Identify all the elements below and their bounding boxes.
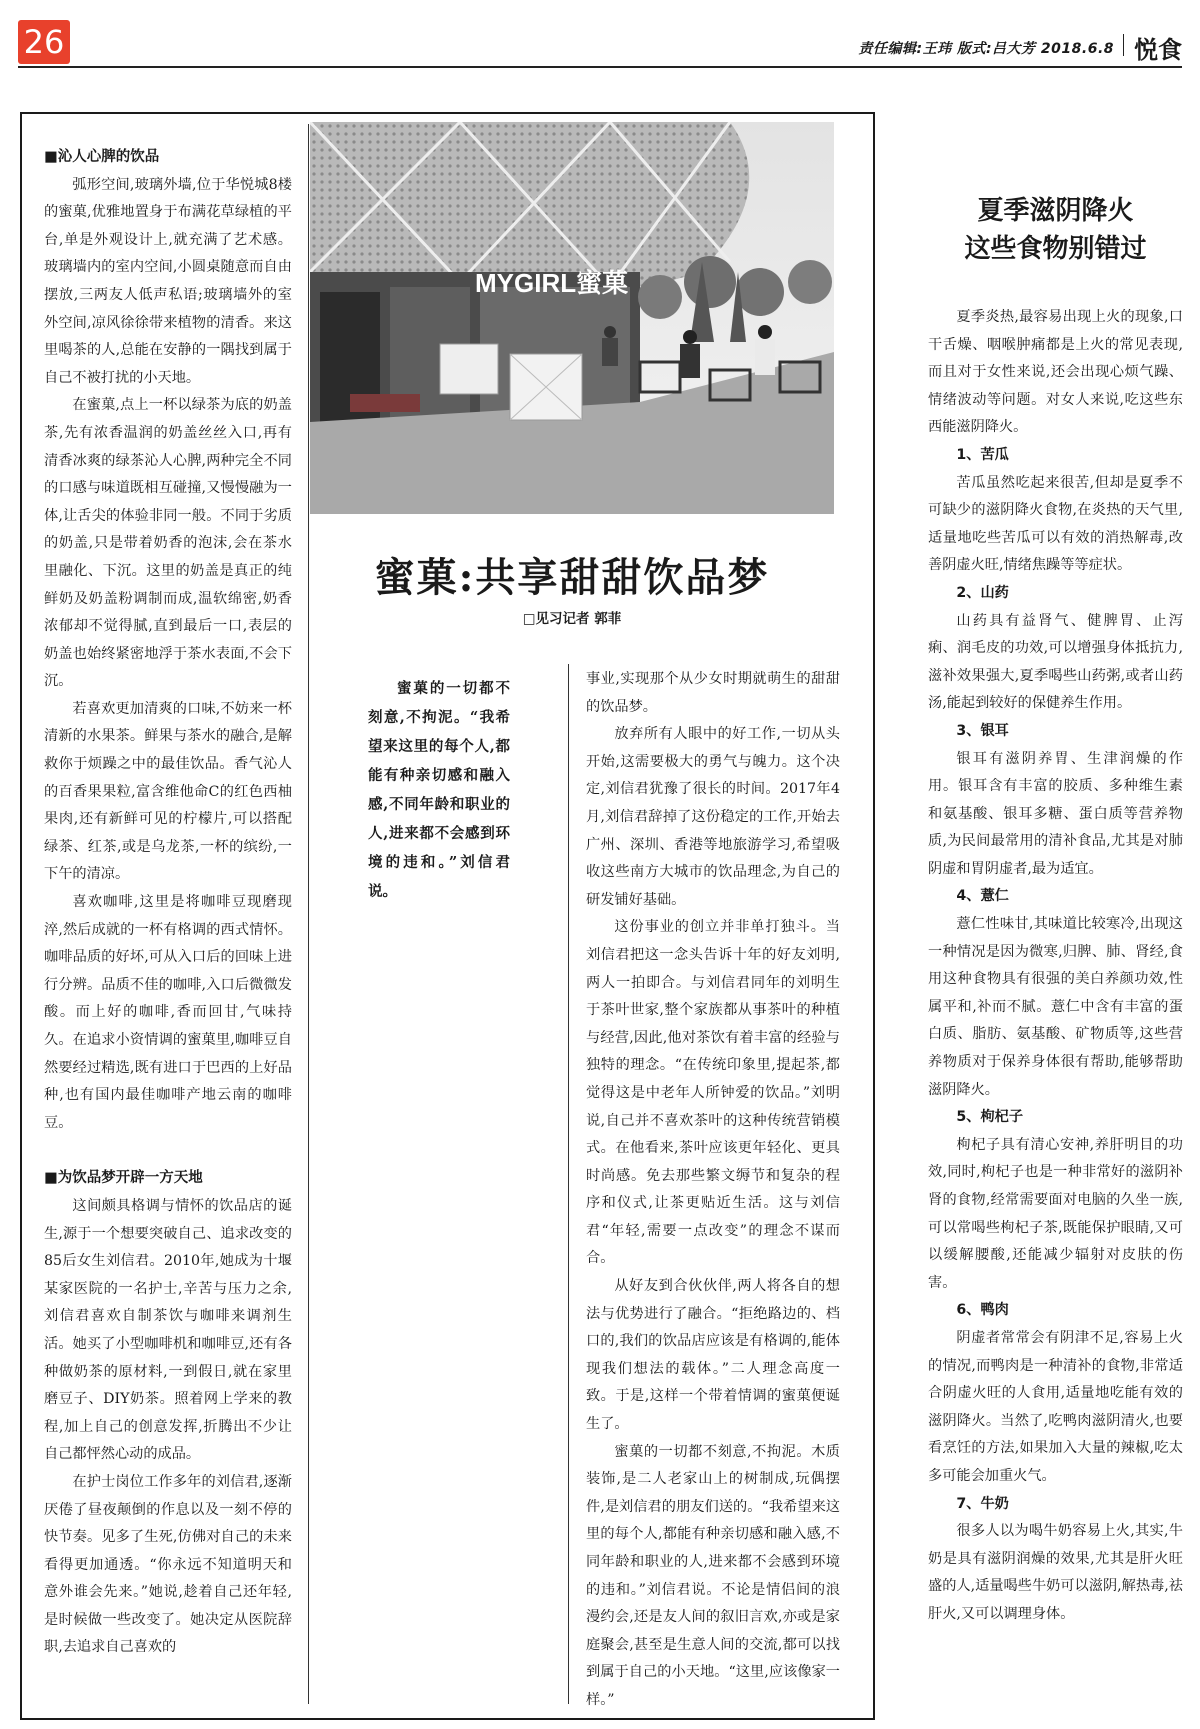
- food-text: 山药具有益肾气、健脾胃、止泻痢、润毛皮的功效,可以增强身体抵抗力,滋补效果强大,夏季喝些山药粥,或者山药汤,能起到较好的保健养生作用。: [928, 612, 1183, 712]
- pull-quote: [368, 674, 510, 906]
- paragraph: 在护士岗位工作多年的刘信君,逐渐厌倦了昼夜颠倒的作息以及一刻不停的快节奏。见多了生死,仿佛对自己的未来看得更加通透。“你永远不知道明天和意外谁会先来。”她说,趁着自己还年轻,是时候做一些改变了。她决定从医院辞职,去追求自己喜欢的: [44, 1473, 292, 1656]
- paragraph: 若喜欢更加清爽的口味,不妨来一杯清新的水果茶。鲜果与茶水的融合,是解救你于烦躁之中的最佳饮品。香气沁人的百香果果粒,富含维他命C的红色西柚果肉,还有新鲜可见的柠檬片,可以搭配绿茶、红茶,或是乌龙茶,一杯的缤纷,一下午的清凉。: [44, 700, 292, 883]
- sidebar-column: [928, 304, 1183, 1629]
- paragraph: 这间颇具格调与情怀的饮品店的诞生,源于一个想要突破自己、追求改变的85后女生刘信君。2010年,她成为十堰某家医院的一名护士,辛苦与压力之余,刘信君喜欢自制茶饮与咖啡来调剂生活。她买了小型咖啡机和咖啡豆,还有各种做奶茶的原材料,一到假日,就在家里磨豆子、DIY奶茶。照着网上学来的教程,加上自己的创意发挥,折腾出不少让自己都怦然心动的成品。: [44, 1197, 292, 1463]
- article-column-1: [44, 144, 292, 1662]
- section-heading-dream: ■为饮品梦开辟一方天地: [44, 1170, 203, 1187]
- headline-block: [310, 546, 834, 627]
- food-text: 枸杞子具有清心安神,养肝明目的功效,同时,枸杞子也是一种非常好的滋阴补肾的食物,经常需要面对电脑的久坐一族,可以常喝些枸杞子茶,既能保护眼睛,又可以缓解腰酸,还能减少辐射对皮肤的伤害。: [928, 1136, 1183, 1291]
- shop-exterior-image: [310, 122, 834, 514]
- page-number: 26: [18, 20, 70, 64]
- header-rule: [18, 66, 1182, 68]
- food-heading: 2、山药: [956, 584, 1009, 601]
- section-name: 悦食: [1134, 36, 1182, 64]
- sidebar-intro: 夏季炎热,最容易出现上火的现象,口干舌燥、咽喉肿痛都是上火的常见表现,而且对于女性来说,还会出现心烦气躁、情绪波动等问题。对女人来说,吃这些东西能滋阴降火。: [928, 309, 1183, 436]
- column-divider: [568, 664, 569, 1704]
- paragraph: 放弃所有人眼中的好工作,一切从头开始,这需要极大的勇气与魄力。这个决定,刘信君犹豫了很长的时间。2017年4月,刘信君辞掉了这份稳定的工作,开始去广州、深圳、香港等地旅游学习,希望吸收这些南方大城市的饮品理念,为自己的研发铺好基础。: [586, 726, 840, 908]
- sidebar-title: [928, 192, 1183, 268]
- food-text: 银耳有滋阴养胃、生津润燥的作用。银耳含有丰富的胶质、多种维生素和氨基酸、银耳多糖、蛋白质等营养物质,为民间最常用的清补食品,尤其是对肺阴虚和胃阴虚者,最为适宜。: [928, 750, 1183, 877]
- food-heading: 1、苦瓜: [956, 446, 1009, 463]
- shop-sign: MYGIRL蜜菓: [475, 268, 629, 298]
- food-text: 苦瓜虽然吃起来很苦,但却是夏季不可缺少的滋阴降火食物,在炎热的天气里,适量地吃些苦瓜可以有效的消热解毒,改善阴虚火旺,情绪焦躁等等症状。: [928, 474, 1183, 574]
- food-heading: 7、牛奶: [956, 1495, 1009, 1512]
- editor-credits: 责任编辑:王玮 版式:吕大芳 2018.6.8: [858, 41, 1114, 57]
- paragraph: 蜜菓的一切都不刻意,不拘泥。木质装饰,是二人老家山上的树制成,玩偶摆件,是刘信君的朋友们送的。“我希望来这里的每个人,都能有种亲切感和融入感,不同年龄和职业的人,进来都不会感到环境的违和。”刘信君说。不论是情侣间的浪漫约会,还是友人间的叙旧言欢,亦或是家庭聚会,甚至是生意人间的交流,都可以找到属于自己的小天地。“这里,应该像家一样。”: [586, 1443, 840, 1708]
- paragraph: 喜欢咖啡,这里是将咖啡豆现磨现淬,然后成就的一杯有格调的西式情怀。咖啡品质的好坏,可从入口后的回味上进行分辨。品质不佳的咖啡,入口后微微发酸。而上好的咖啡,香而回甘,气味持久。在追求小资情调的蜜菓里,咖啡豆自然要经过精选,既有进口于巴西的上好品种,也有国内最佳咖啡产地云南的咖啡豆。: [44, 894, 292, 1131]
- column-divider: [308, 124, 309, 1704]
- food-text: 很多人以为喝牛奶容易上火,其实,牛奶是具有滋阴润燥的效果,尤其是肝火旺盛的人,适量喝些牛奶可以滋阴,解热毒,祛肝火,又可以调理身体。: [928, 1523, 1183, 1622]
- sidebar-title-line-2: 这些食物别错过: [964, 234, 1147, 264]
- article-column-3: [586, 666, 840, 1715]
- paragraph: 这份事业的创立并非单打独斗。当刘信君把这一念头告诉十年的好友刘明,两人一拍即合。与刘信君同年的刘明生于茶叶世家,整个家族都从事茶叶的种植与经营,因此,他对茶饮有着丰富的经验与独特的理念。“在传统印象里,提起茶,都觉得这是中老年人所钟爱的饮品。”刘明说,自己并不喜欢茶叶的这种传统营销模式。在他看来,茶叶应该更年轻化、更具时尚感。免去那些繁文缛节和复杂的程序和仪式,让茶更贴近生活。这与刘信君“年轻,需要一点改变”的理念不谋而合。: [586, 919, 840, 1267]
- header-separator: [1123, 34, 1124, 56]
- food-text: 薏仁性味甘,其味道比较寒冷,出现这一种情况是因为微寒,归脾、肺、肾经,食用这种食物具有很强的美白养颜功效,性属平和,补而不腻。薏仁中含有丰富的蛋白质、脂肪、氨基酸、矿物质等,这些营养物质对于保养身体很有帮助,能够帮助滋阴降火。: [928, 916, 1183, 1098]
- food-heading: 6、鸭肉: [956, 1302, 1009, 1319]
- sidebar-title-line-1: 夏季滋阴降火: [977, 196, 1134, 226]
- food-heading: 4、薏仁: [956, 888, 1009, 905]
- paragraph: 从好友到合伙伙伴,两人将各自的想法与优势进行了融合。“拒绝路边的、档口的,我们的饮品店应该是有格调的,能体现我们想法的载体。”二人理念高度一致。于是,这样一个带着情调的蜜菓便诞生了。: [586, 1278, 840, 1433]
- paragraph: 在蜜菓,点上一杯以绿茶为底的奶盖茶,先有浓香温润的奶盖丝丝入口,再有清香冰爽的绿茶沁人心脾,两种完全不同的口感与味道既相互碰撞,又慢慢融为一体,让舌尖的体验非同一般。不同于劣质的奶盖,只是带着奶香的泡沫,会在茶水里融化、下沉。这里的奶盖是真正的纯鲜奶及奶盖粉调制而成,温软绵密,奶香浓郁却不觉得腻,直到最后一口,表层的奶盖也始终紧密地浮于茶水表面,不会下沉。: [44, 397, 292, 690]
- pull-quote-text: 蜜菓的一切都不刻意,不拘泥。“我希望来这里的每个人,都能有种亲切感和融入感,不同年龄和职业的人,进来都不会感到环境的违和。”刘信君说。: [368, 680, 510, 900]
- shop-photo: [310, 122, 834, 514]
- headline: 蜜菓:共享甜甜饮品梦: [374, 554, 770, 601]
- food-heading: 5、枸杞子: [956, 1109, 1024, 1126]
- section-heading-drinks: ■沁人心脾的饮品: [44, 149, 160, 165]
- byline: □见习记者 郭菲: [522, 611, 622, 627]
- food-text: 阴虚者常常会有阴津不足,容易上火的情况,而鸭肉是一种清补的食物,非常适合阴虚火旺的人食用,适量地吃能有效的滋阴降火。当然了,吃鸭肉滋阴清火,也要看烹饪的方法,如果加入大量的辣椒,吃太多可能会加重火气。: [928, 1329, 1183, 1484]
- paragraph: 弧形空间,玻璃外墙,位于华悦城8楼的蜜菓,优雅地置身于布满花草绿植的平台,单是外观设计上,就充满了艺术感。玻璃墙内的室内空间,小圆桌随意而自由摆放,三两友人低声私语;玻璃墙外的室外空间,凉风徐徐带来植物的清香。来这里喝茶的人,总能在安静的一隅找到属于自己不被打扰的小天地。: [44, 176, 292, 386]
- food-heading: 3、银耳: [956, 722, 1009, 739]
- paragraph: 事业,实现那个从少女时期就萌生的甜甜的饮品梦。: [586, 671, 840, 715]
